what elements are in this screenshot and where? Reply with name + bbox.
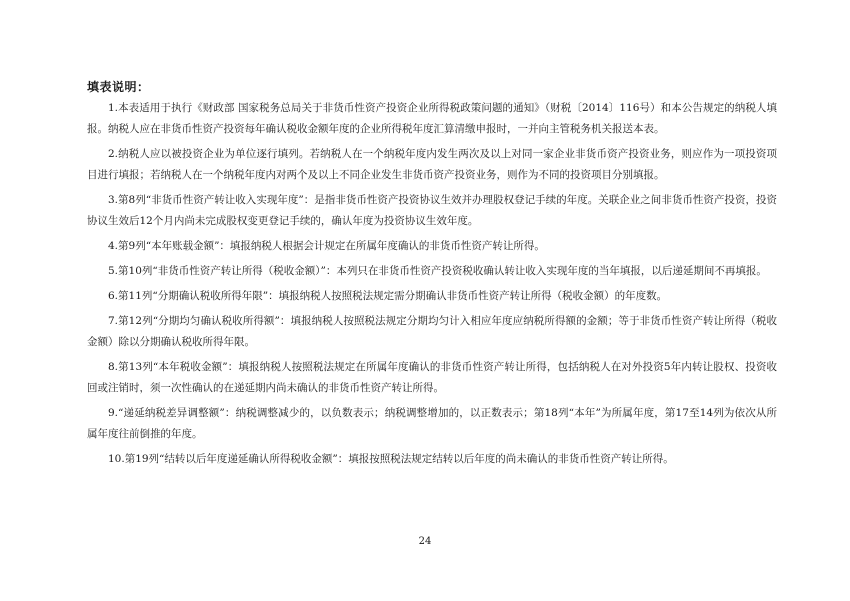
instruction-item-5: 5.第10列“非货币性资产转让所得（税收金额）”：本列只在非货币性资产投资税收确认转让收入实现年度的当年填报，以后递延期间不再填报。	[108, 265, 767, 277]
instruction-item-7: 7.第12列“分期均匀确认税收所得额”：填报纳税人按照税法规定分期均匀计入相应年度应纳税所得额的金额；等于非货币性资产转让所得（税收金额）除以分期确认税收所得年限。	[87, 315, 777, 348]
instruction-item-3: 3.第8列“非货币性资产转让收入实现年度”：是指非货币性资产投资协议生效并办理股权登记手续的年度。关联企业之间非货币性资产投资，投资协议生效后12个月内尚未完成股权变更登记手续的，确认年度为投资协议生效年度。	[87, 194, 777, 227]
instruction-item-9: 9.“递延纳税差异调整额”：纳税调整减少的，以负数表示；纳税调整增加的，以正数表示；第18列“本年”为所属年度，第17至14列为依次从所属年度往前倒推的年度。	[87, 407, 777, 440]
instruction-item-6: 6.第11列“分期确认税收所得年限”：填报纳税人按照税法规定需分期确认非货币性资产转让所得（税收金额）的年度数。	[108, 290, 668, 302]
page-number: 24	[418, 536, 432, 547]
instruction-item-10: 10.第19列“结转以后年度递延确认所得税收金额”：填报按照税法规定结转以后年度的尚未确认的非货币性资产转让所得。	[108, 453, 674, 465]
instruction-item-4: 4.第9列“本年账载金额”：填报纳税人根据会计规定在所属年度确认的非货币性资产转让所得。	[108, 240, 545, 252]
instructions-list	[87, 98, 777, 474]
section-heading: 填表说明：	[87, 80, 150, 94]
instruction-item-8: 8.第13列“本年税收金额”：填报纳税人按照税法规定在所属年度确认的非货币性资产转让所得，包括纳税人在对外投资5年内转让股权、投资收回或注销时，须一次性确认的在递延期内尚未确认的非货币性资产转让所得。	[87, 361, 777, 394]
instruction-item-2: 2.纳税人应以被投资企业为单位逐行填列。若纳税人在一个纳税年度内发生两次及以上对同一家企业非货币资产投资业务，则应作为一项投资项目进行填报；若纳税人在一个纳税年度内对两个及以上不同企业发生非货币资产投资业务，则作为不同的投资项目分别填报。	[87, 148, 777, 181]
instruction-item-1: 1.本表适用于执行《财政部 国家税务总局关于非货币性资产投资企业所得税政策问题的通知》（财税〔2014〕116号）和本公告规定的纳税人填报。纳税人应在非货币性资产投资每年确认税收金额年度的企业所得税年度汇算清缴申报时，一并向主管税务机关报送本表。	[87, 102, 777, 135]
